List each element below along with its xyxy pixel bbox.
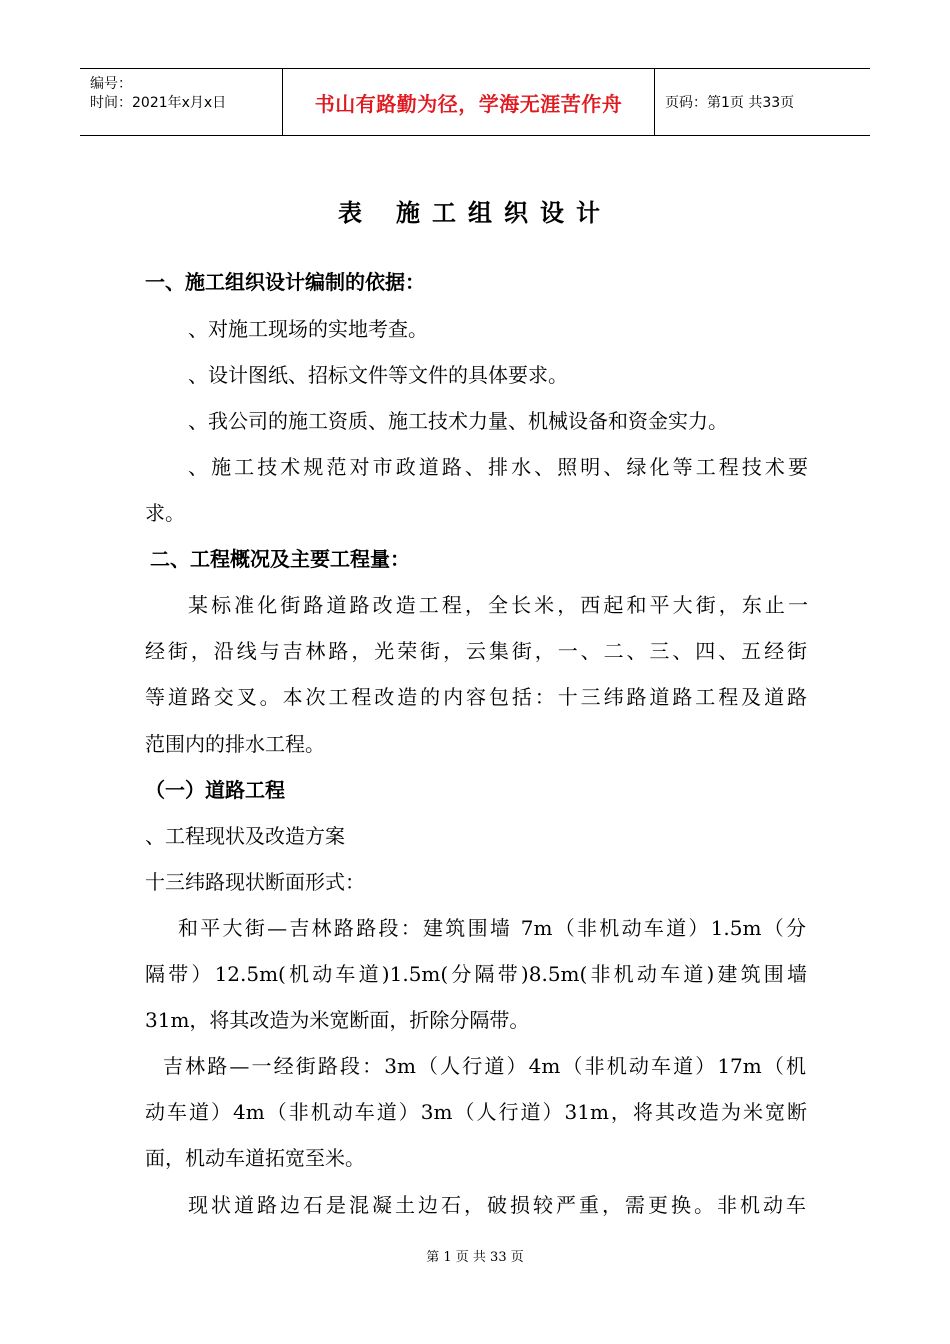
header-meta — [80, 69, 282, 135]
list-item: 、施工技术规范对市政道路、排水、照明、绿化等工程技术要 — [188, 455, 808, 479]
paragraph-line: 31m，将其改造为米宽断面，折除分隔带。 — [145, 1008, 530, 1032]
paragraph-line: 经街，沿线与吉林路，光荣街，云集街，一、二、三、四、五经街 — [145, 639, 807, 663]
paragraph-line: 等道路交叉。本次工程改造的内容包括：十三纬路道路工程及道路 — [145, 685, 807, 709]
paragraph-line: 范围内的排水工程。 — [145, 732, 325, 756]
paragraph-line: 现状道路边石是混凝土边石，破损较严重，需更换。非机动车 — [188, 1193, 806, 1217]
paragraph-line: 动车道）4m（非机动车道）3m（人行道）31m，将其改造为米宽断 — [145, 1100, 807, 1124]
page-header — [80, 68, 870, 136]
paragraph-line: 求。 — [145, 501, 185, 525]
title-prefix: 表 — [338, 199, 362, 227]
paragraph-line: 和平大街—吉林路路段：建筑围墙 7m（非机动车道）1.5m（分 — [178, 916, 806, 940]
list-item: 、我公司的施工资质、施工技术力量、机械设备和资金实力。 — [188, 409, 728, 433]
page-footer: 第 1 页 共 33 页 — [426, 1250, 524, 1265]
paragraph-line: 十三纬路现状断面形式： — [145, 870, 365, 894]
paragraph-line: 、工程现状及改造方案 — [145, 824, 345, 848]
list-item: 、设计图纸、招标文件等文件的具体要求。 — [188, 363, 568, 387]
paragraph-line: 某标准化街路道路改造工程，全长米，西起和平大街，东止一 — [188, 593, 808, 617]
section-heading-2: 二、工程概况及主要工程量： — [150, 547, 410, 571]
section-heading-1: 一、施工组织设计编制的依据： — [145, 270, 425, 294]
list-item: 、对施工现场的实地考查。 — [188, 317, 428, 341]
paragraph-line: 面，机动车道拓宽至米。 — [145, 1146, 365, 1170]
document-time-label: 时间：2021年x月x日 — [90, 95, 227, 111]
document-title — [0, 193, 950, 228]
paragraph-line: 吉林路—一经街路段：3m（人行道）4m（非机动车道）17m（机 — [163, 1054, 806, 1078]
subsection-heading: （一）道路工程 — [145, 778, 285, 802]
title-main: 施工组织设计 — [396, 199, 612, 227]
header-motto-cell — [282, 69, 655, 135]
header-page-info: 页码：第1页 共33页 — [665, 95, 795, 111]
header-motto: 书山有路勤为径，学海无涯苦作舟 — [314, 91, 623, 116]
paragraph-line: 隔带）12.5m(机动车道)1.5m(分隔带)8.5m(非机动车道)建筑围墙 — [145, 962, 807, 986]
document-number-label: 编号： — [90, 76, 132, 92]
